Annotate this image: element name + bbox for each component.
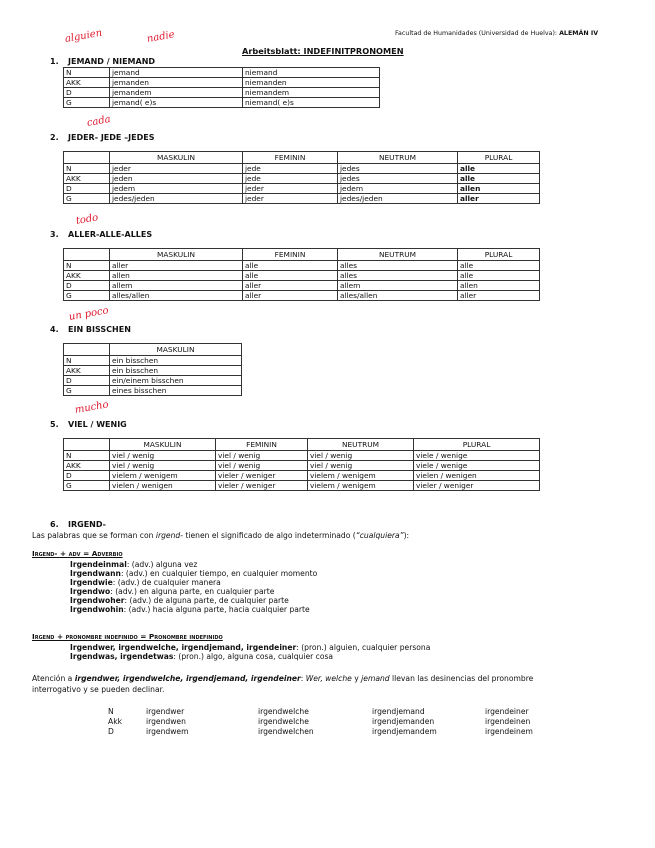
table-cell: alles/allen [338,291,458,301]
table-row [64,356,242,366]
table-cell: D [108,727,114,736]
table-cell [64,152,110,164]
list-item [70,652,430,661]
table-cell: niemand( e)s [243,98,380,108]
table-cell: PLURAL [458,249,540,261]
text-span: Irgendwas, irgendetwas [70,652,174,661]
table-cell: jedes/jeden [338,194,458,204]
table-cell: niemandem [243,88,380,98]
table-cell: FEMININ [243,249,338,261]
text-span: Irgendwann [70,569,121,578]
page-title: Arbeitsblatt: INDEFINITPRONOMEN [242,46,404,56]
section-label: ALLER-ALLE-ALLES [68,230,153,239]
table-cell: aller [243,291,338,301]
text-span: ): [403,531,410,540]
table-cell: MASKULIN [110,152,243,164]
table-cell: AKK [64,174,110,184]
table-row [64,88,380,98]
course-text: ALEMÁN IV [559,30,599,37]
table-cell [64,439,110,451]
table-row [64,174,540,184]
text-span: : (adv.) alguna vez [126,560,198,569]
table-cell: viel / wenig [308,461,414,471]
table-jemand [63,67,380,108]
table-header-row [64,152,540,164]
table-cell: irgendeinen [485,717,531,726]
table-cell: D [64,281,110,291]
text-span: Irgendwohin [70,605,124,614]
table-cell: D [64,471,110,481]
table-cell: allen [458,281,540,291]
text-span: irgendwer, irgendwelche, irgendjemand, irgendeiner [74,674,301,683]
table-row [64,271,540,281]
annotation-todo: todo [75,212,100,227]
table-cell: FEMININ [216,439,308,451]
table-cell: jemandem [110,88,243,98]
table-header-row [64,249,540,261]
table-row [64,184,540,194]
table-cell: viele / wenige [414,461,540,471]
section-number: 1. [50,57,59,66]
table-row [64,68,380,78]
section-number: 2. [50,133,59,142]
table-cell: alle [243,271,338,281]
text-span: Irgendwie [70,578,113,587]
table-cell: Akk [108,717,122,726]
table-cell: viel / wenig [216,461,308,471]
table-cell: vieler / weniger [216,481,308,491]
table-row [108,727,575,737]
attention-note [32,674,533,683]
list-item [70,560,317,569]
text-span: tienen el significado de algo indeterminado ( [182,531,356,540]
table-cell: irgendwer [146,707,185,716]
table-cell: irgendjemandem [372,727,437,736]
annotation-mucho: mucho [74,399,110,416]
section-title-aller [50,230,152,239]
table-cell: jedes [338,164,458,174]
table-cell: allen [458,184,540,194]
table-cell: viel / wenig [216,451,308,461]
section-label: IRGEND- [68,520,106,529]
table-viel [63,438,540,491]
table-cell: D [64,88,110,98]
text-span: Las palabras que se forman con [32,531,156,540]
table-cell: NEUTRUM [308,439,414,451]
adverb-list [70,560,317,614]
section-label: JEMAND / NIEMAND [68,57,156,66]
table-jeder [63,151,540,204]
section-label: JEDER- JEDE –JEDES [68,133,155,142]
text-span: : (adv.) hacia alguna parte, hacia cualquier parte [123,605,310,614]
table-row [64,291,540,301]
table-cell: ein bisschen [110,366,242,376]
text-span: : (adv.) de alguna parte, de cualquier parte [124,596,289,605]
text-span: : [300,674,306,683]
table-cell: alles [338,271,458,281]
table-cell: viel / wenig [110,461,216,471]
table-row [64,461,540,471]
table-cell: jedes/jeden [110,194,243,204]
table-cell: aller [458,194,540,204]
table-row [108,717,575,727]
table-cell: jedem [110,184,243,194]
table-cell: AKK [64,271,110,281]
table-aller [63,248,540,301]
text-span: llevan las desinencias del pronombre [389,674,534,683]
table-cell: D [64,184,110,194]
table-cell: jede [243,174,338,184]
annotation-un-poco: un poco [68,305,110,323]
table-row [64,98,380,108]
table-cell: MASKULIN [110,344,242,356]
table-cell: N [64,356,110,366]
table-cell: irgendjemand [372,707,425,716]
table-cell: jemand( e)s [110,98,243,108]
annotation-cada: cada [86,114,112,129]
section-label: EIN BISSCHEN [68,325,131,334]
table-cell: alle [458,174,540,184]
text-span: irgend- [155,531,183,540]
list-item [70,578,317,587]
table-cell: aller [110,261,243,271]
table-cell: allem [110,281,243,291]
table-cell: irgendwelchen [258,727,314,736]
table-header-row [64,344,242,356]
text-span: y [351,674,362,683]
text-span: : (adv.) en cualquier tiempo, en cualquier momento [120,569,318,578]
table-cell: N [64,164,110,174]
table-row [64,451,540,461]
list-item [70,605,317,614]
text-span: : (pron.) alguien, cualquier persona [296,643,431,652]
table-cell: alle [458,271,540,281]
table-cell: N [64,451,110,461]
table-row [64,164,540,174]
table-row [64,386,242,396]
table-cell: PLURAL [458,152,540,164]
table-cell [64,249,110,261]
table-cell: irgendwelche [258,717,309,726]
table-header-row [64,439,540,451]
section-title-bisschen [50,325,131,334]
table-cell: viel / wenig [308,451,414,461]
section-title-jeder [50,133,154,142]
table-cell: vielem / wenigem [308,481,414,491]
table-cell: irgendwen [146,717,186,726]
section-number: 6. [50,520,59,529]
table-cell: AKK [64,78,110,88]
table-cell: jeder [110,164,243,174]
table-cell: G [64,386,110,396]
table-cell: irgendeinem [485,727,533,736]
text-span: : (adv.) de cualquier manera [112,578,221,587]
table-cell: jemanden [110,78,243,88]
table-cell: alle [458,164,540,174]
table-cell: jeden [110,174,243,184]
table-row [64,376,242,386]
table-cell: ein bisschen [110,356,242,366]
table-cell: irgendjemanden [372,717,435,726]
table-cell: N [108,707,114,716]
table-cell: jedes [338,174,458,184]
table-cell: alle [458,261,540,271]
table-cell: jemand [110,68,243,78]
page-header [395,30,598,37]
declension-table [108,707,575,737]
table-cell: vielen / wenigen [110,481,216,491]
text-span: “cualquiera” [355,531,404,540]
table-cell: alles [338,261,458,271]
pronoun-heading: Irgend + pronombre indefinido = Pronombre indefinido [32,632,223,641]
table-cell: MASKULIN [110,439,216,451]
table-row [64,78,380,88]
table-cell: MASKULIN [110,249,243,261]
table-cell: G [64,291,110,301]
text-span: : (adv.) en alguna parte, en cualquier parte [110,587,275,596]
table-row [64,261,540,271]
table-cell: jede [243,164,338,174]
table-cell: ein/einem bisschen [110,376,242,386]
table-cell: eines bisschen [110,386,242,396]
table-cell: AKK [64,461,110,471]
table-row [108,707,575,717]
text-span: Wer, welche [305,674,352,683]
section-number: 5. [50,420,59,429]
text-span: : (pron.) algo, alguna cosa, cualquier cosa [173,652,334,661]
section-title-viel [50,420,127,429]
table-cell: PLURAL [414,439,540,451]
table-row [64,366,242,376]
table-row [64,481,540,491]
table-cell: jeder [243,194,338,204]
table-row [64,194,540,204]
table-cell: jeder [243,184,338,194]
table-cell: alle [243,261,338,271]
table-cell: viel / wenig [110,451,216,461]
list-item [70,596,317,605]
table-cell: alles/allen [110,291,243,301]
table-cell [64,344,110,356]
table-cell: aller [243,281,338,291]
section-label: VIEL / WENIG [68,420,127,429]
text-span: jemand [361,674,390,683]
table-cell: jedem [338,184,458,194]
text-span: Atención a [32,674,75,683]
annotation-alguien: alguien [64,27,103,45]
table-cell: AKK [64,366,110,376]
table-cell: D [64,376,110,386]
table-cell: vieler / weniger [216,471,308,481]
section-title-jemand [50,57,155,66]
table-cell: viele / wenige [414,451,540,461]
list-item [70,587,317,596]
table-cell: N [64,261,110,271]
list-item [70,569,317,578]
table-cell: G [64,481,110,491]
section-number: 3. [50,230,59,239]
text-span: Irgendwo [70,587,111,596]
faculty-text: Facultad de Humanidades (Universidad de Huelva): [395,30,558,37]
table-cell: G [64,194,110,204]
table-cell: allem [338,281,458,291]
table-cell: vielem / wenigem [308,471,414,481]
table-cell: niemanden [243,78,380,88]
table-cell: N [64,68,110,78]
table-cell: vieler / weniger [414,481,540,491]
text-span: Irgendeinmal [70,560,127,569]
text-span: Irgendwoher [70,596,125,605]
table-cell: vielem / wenigem [110,471,216,481]
table-cell: irgendeiner [485,707,529,716]
table-cell: G [64,98,110,108]
pronoun-list [70,643,430,661]
table-row [64,281,540,291]
text-span: Irgendwer, irgendwelche, irgendjemand, irgendeiner [70,643,297,652]
section-number: 4. [50,325,59,334]
table-cell: irgendwem [146,727,189,736]
table-cell: niemand [243,68,380,78]
table-cell: NEUTRUM [338,249,458,261]
table-cell: irgendwelche [258,707,309,716]
section-title-irgend [50,520,106,529]
list-item [70,643,430,652]
table-cell: aller [458,291,540,301]
adverb-heading: Irgend- + adv = Adverbio [32,549,123,558]
annotation-nadie: nadie [146,29,176,45]
table-cell: vielen / wenigen [414,471,540,481]
table-cell: allen [110,271,243,281]
table-row [64,471,540,481]
irgend-intro [32,531,409,540]
table-cell: NEUTRUM [338,152,458,164]
table-bisschen [63,343,242,396]
table-cell: FEMININ [243,152,338,164]
attention-note-line2: interrogativo y se pueden declinar. [32,685,165,694]
